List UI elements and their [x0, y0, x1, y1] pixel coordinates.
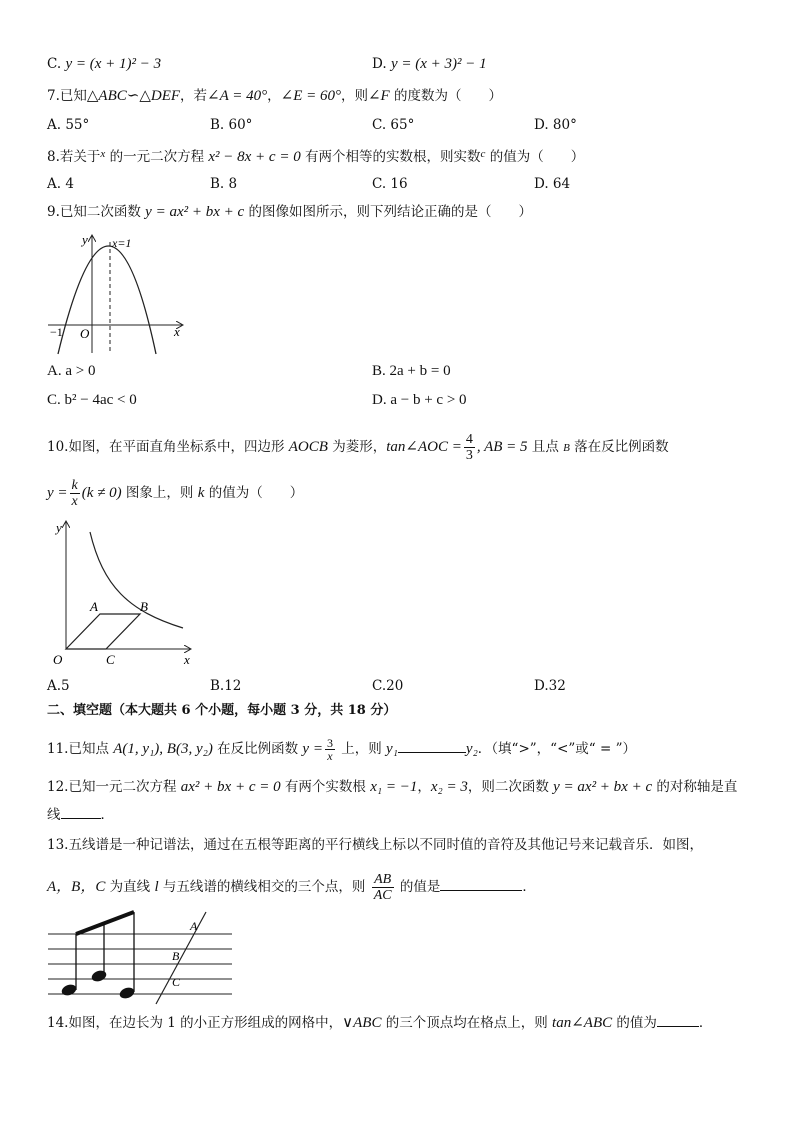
q9-parabola-curve	[58, 246, 156, 354]
q13-stem-line2	[47, 872, 536, 903]
q11-stem-text: 上，则	[336, 741, 387, 757]
q10-point-a-label: A	[90, 599, 98, 614]
q12-answer-blank[interactable]	[61, 806, 101, 819]
q7-angle-f: ∠F	[367, 88, 390, 104]
section2-title: 二、填空题（本大题共 6 个小题，每小题 3 分，共 18 分）	[47, 703, 397, 718]
q10-frac-num: 4	[465, 432, 473, 447]
q13-staff-figure	[46, 906, 236, 1006]
q14-stem-text: 的三个顶点均在格点上，则	[381, 1015, 553, 1031]
q7-option-b: B. 60°	[210, 117, 253, 133]
q13-point-c-label: C	[172, 975, 181, 989]
q8-option-c: C. 16	[372, 176, 408, 192]
q8-option-d: D. 64	[534, 176, 571, 192]
q10-rhombus-shape	[66, 614, 140, 649]
q13-note-head	[118, 986, 136, 1001]
q12-stem-text: 有两个实数根	[280, 779, 371, 795]
q9-stem	[47, 203, 532, 221]
q10-point-b: B	[563, 442, 570, 454]
q10-point-c-label: C	[106, 652, 115, 667]
q8-stem-text: 8.若关于	[47, 149, 101, 165]
q7-option-a: A. 55°	[47, 117, 90, 133]
q6-option-d-label: D.	[372, 56, 387, 72]
q9-axis-label: x=1	[112, 236, 132, 250]
q10-y-label: y	[56, 520, 62, 535]
q11-fraction	[325, 737, 335, 762]
q10-option-b: B.12	[210, 678, 242, 694]
q9-option-c-text: C. b² − 4ac < 0	[47, 392, 137, 408]
q13-points: A，B，C	[47, 879, 106, 895]
q9-option-a-text: A. a > 0	[47, 363, 96, 379]
q13-note-head	[90, 969, 108, 984]
q11-frac-num: 3	[326, 736, 333, 750]
q13-line-l-figure	[156, 912, 206, 1004]
q10-option-c: C.20	[372, 678, 404, 694]
q6-option-c-label: C.	[47, 56, 62, 72]
q14-stem	[47, 1014, 712, 1032]
q10-x-label: x	[184, 652, 190, 667]
q7-stem	[47, 87, 502, 105]
q12-root2: x₂ = 3	[430, 779, 468, 795]
q10-stem-text: 为菱形，	[327, 439, 387, 455]
q8-var-x: x	[100, 148, 106, 160]
q8-stem-text: 的值为（ ）	[485, 149, 585, 165]
q11-y1: y₁	[386, 741, 398, 757]
q13-point-b-label: B	[172, 949, 180, 963]
q9-stem-text: 9.已知二次函数	[47, 204, 146, 220]
q9-y-label: y	[82, 232, 88, 247]
q8-option-a: A. 4	[47, 176, 74, 192]
q12-stem-text: ，则二次函数	[467, 779, 554, 795]
q12-stem-text: 线	[47, 807, 61, 823]
q7-angle-e: ∠E = 60°	[280, 88, 341, 104]
q13-answer-blank[interactable]	[440, 878, 522, 891]
q11-points: A(1, y₁), B(3, y₂)	[113, 741, 213, 757]
q10-option-d: D.32	[534, 678, 566, 694]
q13-point-a-label: A	[190, 919, 198, 933]
q7-stem-text: ，	[267, 88, 281, 104]
q13-stem: 13.五线谱是一种记谱法，通过在五根等距离的平行横线上标以不同时值的音符及其他记号来记载音乐．如图，	[47, 837, 703, 853]
q12-function: y = ax² + bx + c	[553, 779, 653, 795]
q13-stem-text: 与五线谱的横线相交的三个点，则	[158, 879, 370, 895]
q8-option-b: B. 8	[210, 176, 238, 192]
q9-origin-label: O	[80, 326, 90, 341]
q13-note-beam	[76, 912, 134, 934]
q9-parabola-graph	[44, 228, 194, 356]
q13-note-head	[60, 983, 78, 998]
q14-stem-text: ．	[698, 1015, 713, 1031]
q13-frac-den: AC	[373, 888, 392, 903]
q10-ab: , AB = 5	[476, 439, 528, 455]
q12-root1: x₁ = −1	[370, 779, 418, 795]
q13-stem-text: 的值是	[395, 879, 441, 895]
q11-stem-text: ．（填“>”，“<”或“ = ”）	[477, 741, 636, 757]
q8-stem	[47, 145, 584, 166]
q10-stem	[47, 432, 669, 463]
q10-frac2-den: x	[71, 494, 78, 509]
q10-stem-text: 落在反比例函数	[569, 439, 669, 455]
q9-option-a	[47, 362, 95, 380]
q6-option-c	[47, 55, 161, 73]
q9-neg-one-label: −1	[50, 325, 63, 339]
q14-stem-text: 14.如图，在边长为 1 的小正方形组成的网格中，	[47, 1015, 343, 1031]
q14-stem-text: 的值为	[612, 1015, 657, 1031]
q10-stem-text: 10.如图，在平面直角坐标系中，四边形	[47, 439, 289, 455]
q10-frac2-num: k	[71, 478, 78, 493]
q14-tan: tan∠ABC	[552, 1015, 613, 1031]
q9-stem-text: 的图像如图所示，则下列结论正确的是（ ）	[244, 204, 532, 220]
q8-stem-text: 有两个相等的实数根，则实数	[300, 149, 481, 165]
q14-triangle: ∨ABC	[342, 1015, 382, 1031]
q9-option-d	[372, 391, 467, 409]
q8-stem-text: 的一元二次方程	[105, 149, 209, 165]
q10-k: k	[197, 485, 205, 501]
q9-x-label: x	[174, 324, 180, 339]
q10-rhombus-graph	[48, 516, 198, 668]
q13-fraction	[372, 872, 394, 903]
q10-fraction-kx	[70, 478, 80, 509]
q9-option-c	[47, 391, 137, 409]
q11-frac-den: x	[327, 749, 333, 763]
q10-y-eq: y =	[47, 485, 68, 501]
q13-stem-text: ．	[522, 879, 536, 895]
q10-k-condition: (k ≠ 0)	[81, 485, 122, 501]
q8-equation: x² − 8x + c = 0	[208, 149, 301, 165]
q13-frac-num: AB	[372, 872, 394, 888]
q7-option-c: C. 65°	[372, 117, 415, 133]
q7-similar: △ABC∽△DEF	[86, 88, 181, 104]
q10-frac-den: 3	[465, 448, 473, 463]
q13-line-l: l	[154, 879, 159, 895]
q8-var-c: c	[480, 148, 486, 160]
q10-stem-text: 的值为（ ）	[204, 485, 304, 501]
q6-option-d-formula: y = (x + 3)² − 1	[390, 56, 487, 72]
q14-answer-blank[interactable]	[657, 1014, 699, 1027]
q11-stem	[47, 737, 636, 762]
q10-stem-text: 图象上，则	[121, 485, 198, 501]
q7-stem-text: ，则	[340, 88, 368, 104]
q7-option-d: D. 80°	[534, 117, 577, 133]
q7-stem-text: ，若	[180, 88, 208, 104]
q6-option-d	[372, 55, 487, 73]
q10-origin-label: O	[53, 652, 63, 667]
q9-function: y = ax² + bx + c	[145, 204, 245, 220]
q10-rhombus: AOCB	[288, 439, 328, 455]
q6-option-c-formula: y = (x + 1)² − 3	[65, 56, 162, 72]
q11-y-eq: y =	[302, 741, 323, 757]
q12-stem	[47, 778, 737, 796]
q11-stem-text: 在反比例函数	[212, 741, 303, 757]
q12-stem-text: 12.已知一元二次方程	[47, 779, 181, 795]
q10-fraction	[464, 432, 475, 463]
q10-stem-text: 且点	[527, 439, 564, 455]
q12-equation: ax² + bx + c = 0	[180, 779, 281, 795]
q12-stem-text: 的对称轴是直	[652, 779, 738, 795]
q10-point-b-label: B	[140, 599, 148, 614]
q10-tan: tan∠AOC =	[386, 439, 462, 455]
q12-stem-text: ．	[100, 807, 114, 823]
q11-answer-blank[interactable]	[398, 740, 466, 753]
q7-stem-text: 7.已知	[47, 88, 87, 104]
q10-option-a: A.5	[47, 678, 70, 694]
q7-stem-text: 的度数为（ ）	[389, 88, 503, 104]
q7-angle-a: ∠A = 40°	[207, 88, 268, 104]
q10-stem-line2	[47, 478, 303, 509]
q9-option-b	[372, 362, 451, 380]
q13-stem-text: 为直线	[105, 879, 155, 895]
q12-stem-text: ，	[417, 779, 431, 795]
q9-option-b-text: B. 2a + b = 0	[372, 363, 451, 379]
q11-y2: y₂	[465, 741, 478, 757]
q11-stem-text: 11.已知点	[47, 741, 114, 757]
q12-stem-line2	[47, 806, 114, 824]
q9-option-d-text: D. a − b + c > 0	[372, 392, 467, 408]
